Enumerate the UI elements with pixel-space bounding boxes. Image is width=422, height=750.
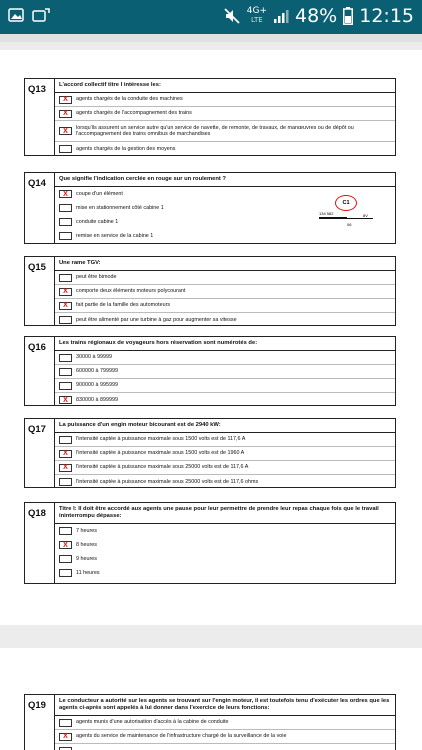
checkbox[interactable] <box>59 204 72 212</box>
answer-option[interactable]: X lorsqu'ils assurent un service autre qu'un service de navette, de remonte, de travaux, de manœuvres ou de dépôt ou l'accompagnement des trains omnibus de marchandises <box>55 121 395 142</box>
battery-icon <box>343 7 353 25</box>
answer-option[interactable]: X comporte deux éléments moteurs polycourant <box>55 285 395 299</box>
image-notification-icon <box>8 8 24 22</box>
question-q13 <box>24 78 396 156</box>
answer-option[interactable]: X l'intensité captée à puissance maximale sous 1500 volts est de 1960 A <box>55 447 395 461</box>
answer-option[interactable]: 7 heures <box>55 524 395 538</box>
checkbox[interactable]: X <box>59 110 72 118</box>
answer-option[interactable]: X coupe d'un élément <box>55 187 395 201</box>
question-q15 <box>24 256 396 326</box>
checkbox[interactable]: X <box>59 541 72 549</box>
checkbox[interactable] <box>59 382 72 390</box>
mute-icon <box>223 7 241 25</box>
answer-option[interactable]: remise en service de la cabine 1 <box>55 229 395 243</box>
clock: 12:15 <box>359 5 414 27</box>
checkbox[interactable]: X <box>59 127 72 135</box>
checkbox[interactable] <box>59 478 72 486</box>
signal-icon <box>273 8 289 24</box>
question-title: Une rame TGV: <box>55 257 395 271</box>
document-toolbar <box>0 34 422 42</box>
answer-option[interactable]: peut être bimode <box>55 271 395 285</box>
checkbox[interactable] <box>59 232 72 240</box>
checkbox[interactable]: X <box>59 733 72 741</box>
question-number: Q17 <box>25 419 55 487</box>
answer-option[interactable]: X l'intensité captée à puissance maximale sous 25000 volts est de 117,6 A <box>55 461 395 475</box>
question-number: Q19 <box>25 695 55 750</box>
question-title: Titre I: Il doit être accordé aux agents une pause pour leur permettre de prendre leur repas chaque fois que le travail ininterrompu dépasse: <box>55 503 395 524</box>
rotation-diagram: C1 134 582 8V 06 <box>319 195 377 235</box>
checkbox[interactable] <box>59 555 72 563</box>
answer-option[interactable]: X 830000 à 899999 <box>55 393 395 407</box>
screenshot-notification-icon <box>32 8 50 22</box>
answer-option[interactable]: X agents chargés de l'accompagnement des trains <box>55 107 395 121</box>
question-number: Q14 <box>25 173 55 243</box>
question-q14 <box>24 172 396 244</box>
answer-option[interactable]: 11 heures <box>55 566 395 580</box>
checkbox[interactable] <box>59 569 72 577</box>
checkbox[interactable]: X <box>59 96 72 104</box>
checkbox[interactable] <box>59 218 72 226</box>
network-indicator: 4G+ LTE <box>246 6 267 24</box>
document-page-1[interactable] <box>0 50 422 625</box>
question-title: Le conducteur a autorité sur les agents se trouvant sur l'engin moteur, il est toutefois tenu d'exécuter les ordres que les agents ci-après sont appelés à lui donner dans l'exercice de leurs fonctions: <box>55 695 395 716</box>
document-page-2[interactable] <box>0 648 422 750</box>
question-number: Q13 <box>25 79 55 155</box>
status-bar <box>0 0 422 34</box>
question-title: Les trains régionaux de voyageurs hors réservation sont numérotés de: <box>55 337 395 351</box>
answer-option[interactable]: 600000 à 799999 <box>55 365 395 379</box>
question-number: Q16 <box>25 337 55 405</box>
checkbox[interactable] <box>59 719 72 727</box>
question-q19 <box>24 694 396 750</box>
checkbox[interactable]: X <box>59 302 72 310</box>
answer-option[interactable]: peut être alimenté par une turbine à gaz pour augmenter sa vitesse <box>55 313 395 327</box>
question-number: Q15 <box>25 257 55 325</box>
answer-option[interactable]: X agents chargés de la conduite des machines <box>55 93 395 107</box>
checkbox[interactable]: X <box>59 396 72 404</box>
checkbox[interactable]: X <box>59 464 72 472</box>
checkbox[interactable]: X <box>59 288 72 296</box>
answer-option[interactable]: 30000 à 99999 <box>55 351 395 365</box>
answer-option[interactable]: conduite cabine 1 <box>55 215 395 229</box>
answer-option[interactable]: l'intensité captée à puissance maximale sous 1500 volts est de 117,6 A <box>55 433 395 447</box>
checkbox[interactable] <box>59 368 72 376</box>
battery-percent: 48% <box>295 5 338 27</box>
checkbox[interactable] <box>59 527 72 535</box>
question-title: L'accord collectif titre I intéresse les: <box>55 79 395 93</box>
circled-indication: C1 <box>335 195 357 211</box>
question-q17 <box>24 418 396 488</box>
checkbox[interactable] <box>59 274 72 282</box>
answer-option[interactable] <box>55 744 395 750</box>
checkbox[interactable] <box>59 145 72 153</box>
checkbox[interactable]: X <box>59 450 72 458</box>
checkbox[interactable] <box>59 354 72 362</box>
question-q16 <box>24 336 396 406</box>
question-title: Que signifie l'indication cerclée en rouge sur un roulement ? <box>55 173 395 187</box>
question-number: Q18 <box>25 503 55 583</box>
answer-option[interactable]: agents munis d'une autorisation d'accès à la cabine de conduite <box>55 716 395 730</box>
checkbox[interactable]: X <box>59 190 72 198</box>
answer-option[interactable]: agents chargés de la gestion des moyens <box>55 142 395 156</box>
answer-option[interactable]: mise en stationnement côté cabine 1 <box>55 201 395 215</box>
checkbox[interactable] <box>59 316 72 324</box>
question-title: La puissance d'un engin moteur bicourant est de 2940 kW: <box>55 419 395 433</box>
answer-option[interactable]: X fait partie de la famille des automoteurs <box>55 299 395 313</box>
answer-option[interactable]: X 8 heures <box>55 538 395 552</box>
answer-option[interactable]: X agents du service de maintenance de l'infrastructure chargé de la surveillance de la voie <box>55 730 395 744</box>
checkbox[interactable] <box>59 436 72 444</box>
answer-option[interactable]: 9 heures <box>55 552 395 566</box>
answer-option[interactable]: 900000 à 995999 <box>55 379 395 393</box>
question-q18 <box>24 502 396 584</box>
answer-option[interactable]: l'intensité captée à puissance maximale sous 25000 volts est de 117,6 ohms <box>55 475 395 489</box>
